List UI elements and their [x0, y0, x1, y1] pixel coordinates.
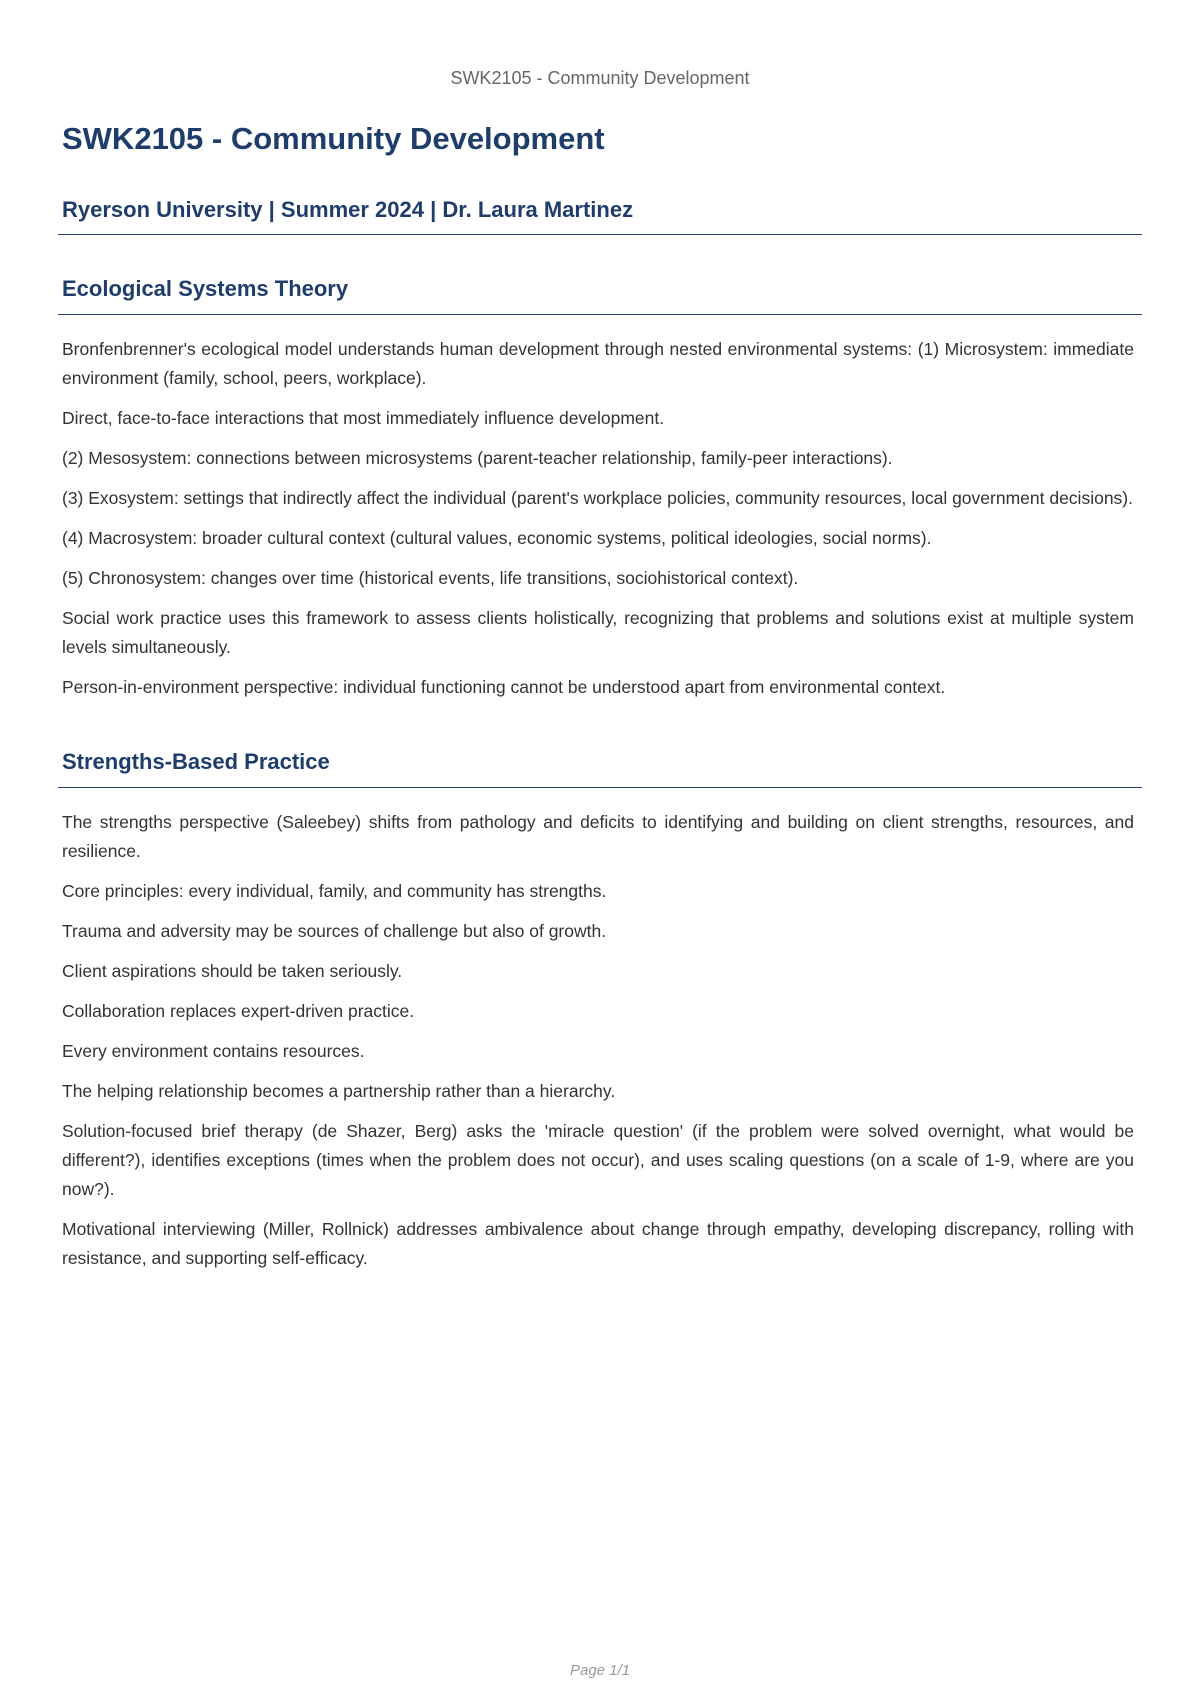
paragraph: Direct, face-to-face interactions that most immediately influence development. [62, 408, 665, 429]
paragraph: Person-in-environment perspective: individual functioning cannot be understood apart from environmental context. [62, 677, 946, 698]
section-body [58, 315, 1142, 702]
paragraph: The strengths perspective (Saleebey) shifts from pathology and deficits to identifying and building on client strengths, resources, and resilience. [62, 811, 1134, 861]
paragraph: (2) Mesosystem: connections between microsystems (parent-teacher relationship, family-peer interactions). [62, 448, 893, 469]
section-strengths-based-practice [58, 748, 1142, 1273]
running-header: SWK2105 - Community Development [450, 68, 750, 88]
section-body [58, 788, 1142, 1273]
paragraph: (4) Macrosystem: broader cultural context (cultural values, economic systems, political ideologies, social norms). [62, 528, 932, 549]
paragraph: Client aspirations should be taken seriously. [62, 960, 403, 981]
paragraph: Every environment contains resources. [62, 1040, 365, 1061]
section-heading: Strengths-Based Practice [58, 748, 1142, 788]
paragraph: Core principles: every individual, family, and community has strengths. [62, 880, 607, 901]
paragraph: Motivational interviewing (Miller, Rollnick) addresses ambivalence about change through empathy, developing discrepancy, rolling with resistance, and supporting self-efficacy. [62, 1218, 1134, 1268]
paragraph: Bronfenbrenner's ecological model understands human development through nested environmental systems: (1) Microsystem: immediate environment (family, school, peers, workplace). [62, 339, 1134, 389]
document-content [58, 118, 1142, 1284]
paragraph: Collaboration replaces expert-driven practice. [62, 1000, 415, 1021]
section-heading: Ecological Systems Theory [58, 275, 1142, 315]
page-number: Page 1/1 [569, 1662, 631, 1679]
paragraph: Trauma and adversity may be sources of challenge but also of growth. [62, 920, 607, 941]
paragraph: (5) Chronosystem: changes over time (historical events, life transitions, sociohistorical context). [62, 568, 799, 589]
course-info: Ryerson University | Summer 2024 | Dr. Laura Martinez [58, 196, 1142, 236]
paragraph: Social work practice uses this framework to assess clients holistically, recognizing that problems and solutions exist at multiple system levels simultaneously. [62, 608, 1134, 658]
document-title: SWK2105 - Community Development [62, 121, 605, 156]
paragraph: The helping relationship becomes a partnership rather than a hierarchy. [62, 1080, 616, 1101]
paragraph: (3) Exosystem: settings that indirectly affect the individual (parent's workplace policies, community resources, local government decisions). [62, 488, 1133, 509]
section-ecological-systems-theory [58, 275, 1142, 702]
paragraph: Solution-focused brief therapy (de Shazer, Berg) asks the 'miracle question' (if the problem were solved overnight, what would be different?), identifies exceptions (times when the problem does not occur), and uses scaling questions (on a scale of 1-9, where are you now?). [62, 1120, 1134, 1199]
